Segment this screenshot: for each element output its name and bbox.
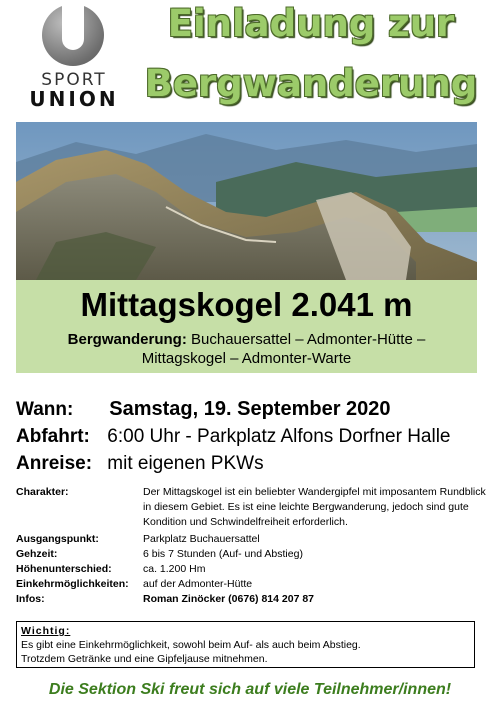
anreise-row: [16, 453, 264, 475]
logo-u-shape: [62, 4, 84, 50]
detail-key: Ausgangspunkt:: [16, 533, 99, 545]
wann-row: [16, 398, 391, 421]
abfahrt-value: 6:00 Uhr - Parkplatz Alfons Dorfner Halle: [107, 426, 451, 447]
wann-value: Samstag, 19. September 2020: [109, 398, 391, 420]
detail-row: [16, 532, 486, 547]
route-description: [16, 330, 477, 368]
detail-row: [16, 592, 486, 607]
detail-value: 6 bis 7 Stunden (Auf- und Abstieg): [143, 548, 303, 560]
anreise-label: Anreise:: [16, 453, 93, 474]
abfahrt-row: [16, 426, 451, 448]
detail-value: auf der Admonter-Hütte: [143, 578, 253, 590]
wann-label: Wann:: [16, 399, 74, 420]
mountain-photo: [16, 122, 477, 280]
detail-row: [16, 562, 486, 577]
logo-text-sport: SPORT: [41, 70, 107, 90]
peak-band: [16, 280, 477, 373]
anreise-value: mit eigenen PKWs: [107, 453, 264, 474]
mountain-landscape-icon: [16, 122, 477, 280]
notice-box: [16, 621, 475, 668]
notice-line-2: Trotzdem Getränke und eine Gipfeljause mitnehmen.: [21, 653, 268, 665]
abfahrt-label: Abfahrt:: [16, 426, 90, 447]
route-line-1: Buchauersattel – Admonter-Hütte –: [186, 331, 426, 348]
detail-value: Parkplatz Buchauersattel: [143, 533, 260, 545]
detail-row: [16, 547, 486, 562]
detail-row: [16, 485, 486, 530]
detail-row: [16, 577, 486, 592]
detail-key: Einkehrmöglichkeiten:: [16, 578, 129, 590]
route-label: Bergwanderung:: [67, 331, 187, 348]
peak-title: Mittagskogel 2.041 m: [80, 286, 413, 323]
route-line-2: Mittagskogel – Admonter-Warte: [141, 350, 352, 367]
details-table: [16, 485, 486, 607]
logo-text-union: UNION: [29, 87, 119, 111]
title-line-1: Einladung zur: [167, 2, 455, 45]
sport-union-logo: [18, 4, 119, 111]
detail-value: Der Mittagskogel ist ein beliebter Wandergipfel mit imposantem Rundblick in diesem Gebiet. Es ist eine leichte Bergwanderung, jedoch sind gute Kondition und Schwindelfreiheit erforderlich.: [143, 486, 486, 528]
detail-key: Charakter:: [16, 486, 69, 498]
detail-value: Roman Zinöcker (0676) 814 207 87: [143, 593, 315, 605]
detail-key: Infos:: [16, 593, 45, 605]
detail-value: ca. 1.200 Hm: [143, 563, 206, 575]
title-line-2: Bergwanderung: [144, 62, 478, 105]
footer-slogan: Die Sektion Ski freut sich auf viele Teilnehmer/innen!: [48, 681, 452, 698]
detail-key: Höhenunterschied:: [16, 563, 112, 575]
notice-line-1: Es gibt eine Einkehrmöglichkeit, sowohl beim Auf- als auch beim Abstieg.: [21, 639, 361, 651]
detail-key: Gehzeit:: [16, 548, 58, 560]
notice-title: Wichtig:: [21, 625, 71, 637]
